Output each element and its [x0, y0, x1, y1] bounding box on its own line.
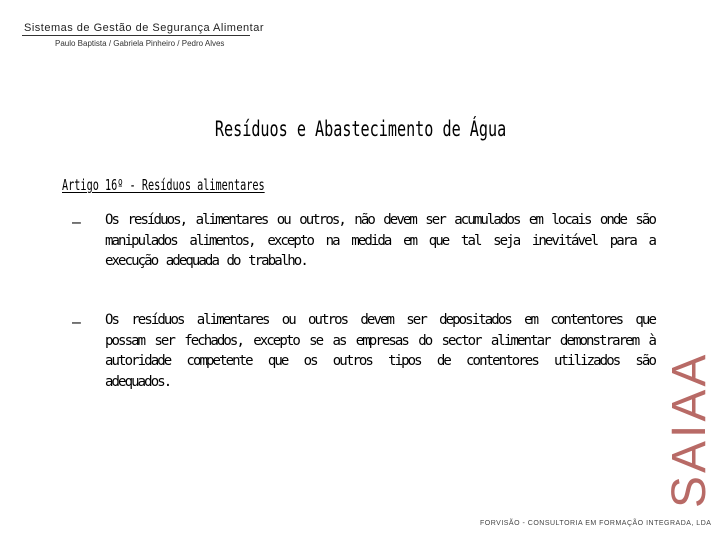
footer-text: FORVISÃO - CONSULTORIA EM FORMAÇÃO INTEGRADA, LDA	[480, 520, 712, 527]
slide-title: Resíduos e Abastecimento de Água	[214, 117, 507, 141]
article-subtitle: Artigo 16º - Resíduos alimentares	[62, 176, 265, 194]
bullet-marker: –	[72, 214, 81, 231]
header-authors: Paulo Baptista / Gabriela Pinheiro / Pedro Alves	[55, 39, 225, 48]
header-title: Sistemas de Gestão de Segurança Alimentar	[24, 22, 265, 34]
saiaa-logo-text: SAIAA	[663, 351, 716, 508]
bullet-marker: –	[72, 314, 81, 331]
saiaa-logo	[663, 318, 719, 508]
bullet-text: Os resíduos, alimentares ou outros, não devem ser acumulados em locais onde são manipulados alimentos, excepto na medida em que tal seja inevitável para a execução adequada do trabalho.	[105, 212, 655, 269]
header-divider	[22, 35, 250, 36]
bullet-text: Os resíduos alimentares ou outros devem ser depositados em contentores que possam ser fechados, excepto se as empresas do sector alimentar demonstrarem à autoridade competente que os outros tipos de contentores utilizados são adequados.	[105, 312, 655, 390]
